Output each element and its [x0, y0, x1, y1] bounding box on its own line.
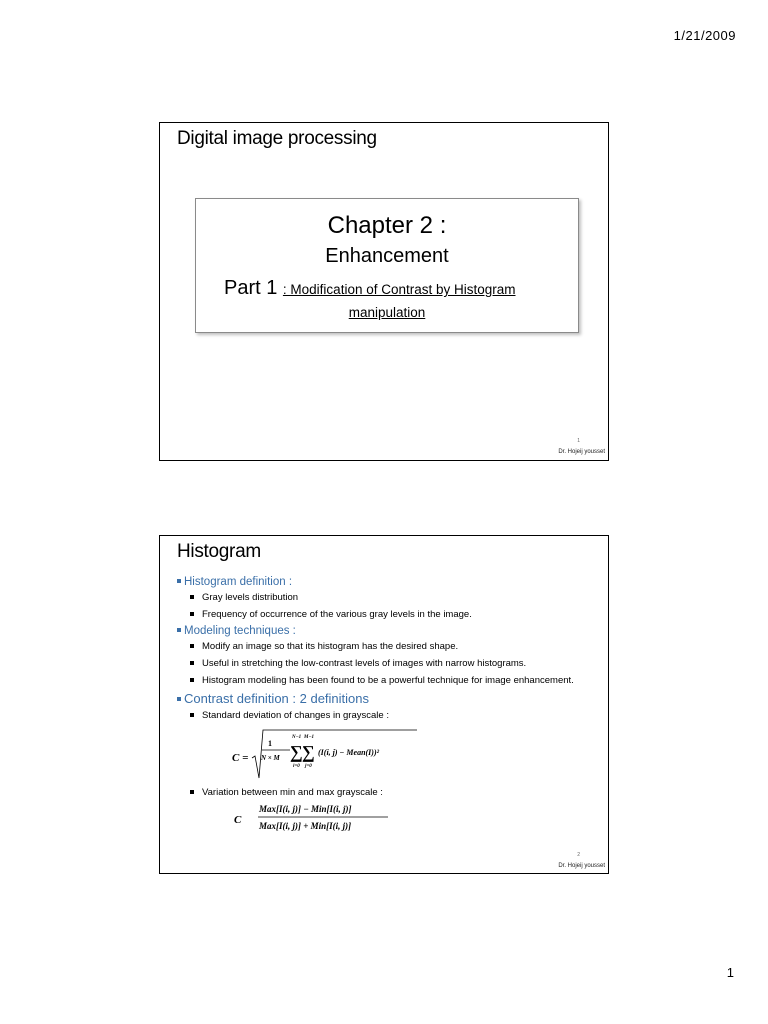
- std-dev-formula-image: [232, 726, 596, 786]
- slide-author: Dr. Hojeij yousset: [558, 863, 605, 869]
- svg-text:N−1: N−1: [292, 735, 302, 740]
- svg-text:i=0: i=0: [293, 764, 300, 769]
- svg-text:Max[I(i, j)] − Min[I(i, j)]: Max[I(i, j)] − Min[I(i, j)]: [259, 804, 352, 814]
- slide-number: 1: [577, 438, 580, 444]
- list-item: Variation between min and max grayscale :: [190, 786, 596, 799]
- list-item: Frequency of occurrence of the various gray levels in the image.: [190, 608, 596, 621]
- list-item: Modify an image so that its histogram has the desired shape.: [190, 640, 596, 653]
- svg-text:(I(i, j) − Mean(I))²: (I(i, j) − Mean(I))²: [318, 748, 380, 757]
- list-item: Gray levels distribution: [190, 591, 596, 604]
- chapter-heading: Chapter 2 :: [327, 212, 447, 239]
- list-item: Standard deviation of changes in grayscale :: [190, 709, 596, 722]
- slide-title: Digital image processing: [177, 128, 377, 149]
- list-item: Histogram modeling has been found to be a powerful technique for image enhancement.: [190, 674, 596, 687]
- minmax-formula-image: [232, 803, 596, 837]
- list-item: Useful in stretching the low-contrast levels of images with narrow histograms.: [190, 657, 596, 670]
- svg-text:∑: ∑: [290, 742, 303, 762]
- slide-content: [177, 574, 596, 837]
- bullet-square-icon: [177, 697, 181, 701]
- bullet-square-icon: [190, 644, 194, 648]
- part-description: : Modification of Contrast by Histogram: [282, 282, 516, 297]
- svg-text:C =: C =: [232, 752, 249, 764]
- bullet-square-icon: [190, 790, 194, 794]
- bullet-section: Modeling techniques :: [177, 625, 596, 637]
- slide-1: [159, 122, 609, 461]
- bullet-section: Contrast definition : 2 definitions: [177, 691, 596, 706]
- bullet-square-icon: [190, 612, 194, 616]
- bullet-square-icon: [190, 595, 194, 599]
- bullet-square-icon: [177, 579, 181, 583]
- page-number: 1: [726, 965, 734, 980]
- svg-text:M−1: M−1: [304, 735, 314, 740]
- bullet-section: Histogram definition :: [177, 576, 596, 588]
- bullet-square-icon: [190, 661, 194, 665]
- bullet-square-icon: [190, 713, 194, 717]
- svg-text:Max[I(i, j)] + Min[I(i, j)]: Max[I(i, j)] + Min[I(i, j)]: [259, 821, 352, 831]
- slide-title: Histogram: [177, 541, 261, 562]
- slide-number: 2: [577, 852, 580, 858]
- svg-text:C: C: [234, 814, 242, 826]
- svg-text:N × M: N × M: [261, 754, 280, 762]
- print-date: 1/21/2009: [673, 28, 736, 43]
- svg-text:1: 1: [268, 739, 272, 748]
- bullet-square-icon: [177, 628, 181, 632]
- slide-2: [159, 535, 609, 874]
- slide-author: Dr. Hojeij yousset: [558, 449, 605, 455]
- part-label: Part 1: [224, 277, 278, 299]
- svg-text:∑: ∑: [302, 742, 315, 762]
- svg-text:j=0: j=0: [305, 764, 312, 769]
- chapter-box: [195, 198, 579, 333]
- part-line: [224, 277, 516, 300]
- chapter-subtitle: Enhancement: [325, 245, 449, 267]
- bullet-square-icon: [190, 678, 194, 682]
- part-description-cont: manipulation: [348, 305, 426, 320]
